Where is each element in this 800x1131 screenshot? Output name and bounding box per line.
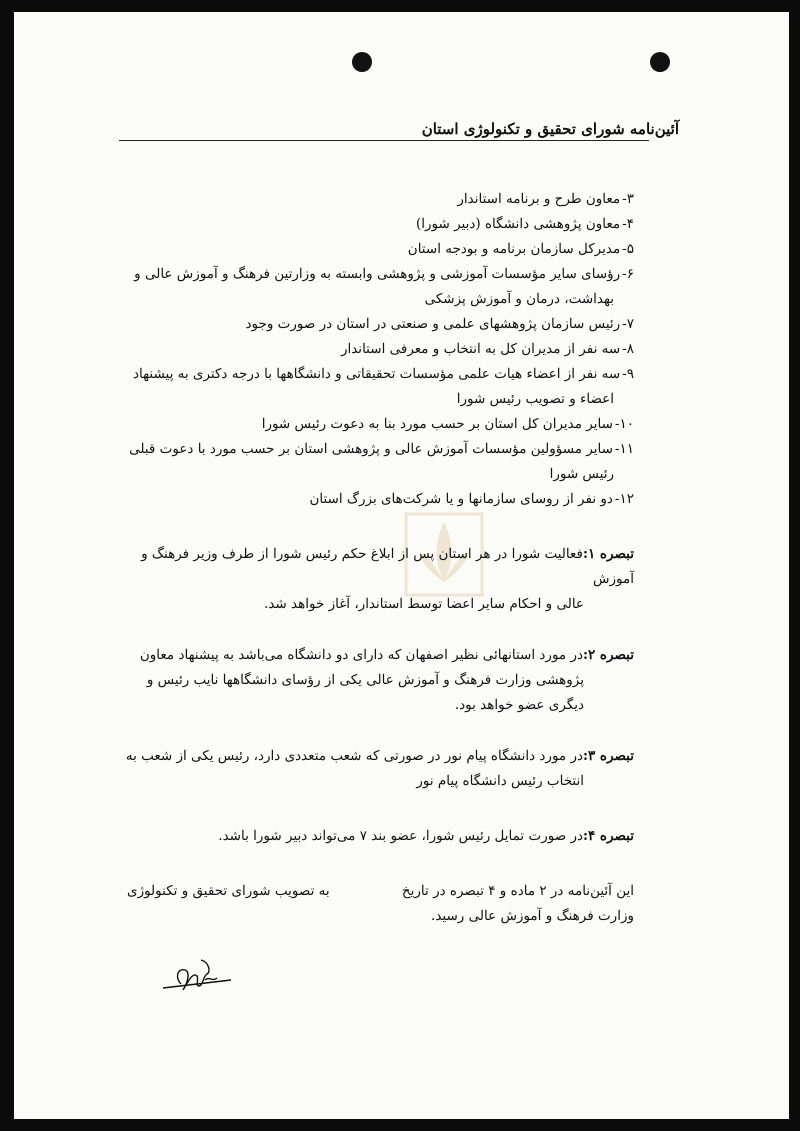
list-item-number: ۶- xyxy=(622,266,634,282)
closing-line-1-right: این آئین‌نامه در ۲ ماده و ۴ تبصره در تاریخ xyxy=(401,883,634,899)
header-divider xyxy=(119,140,649,141)
note-3 xyxy=(109,744,634,794)
list-item xyxy=(109,262,634,312)
member-list xyxy=(109,187,634,512)
list-item-number: ۵- xyxy=(622,241,634,257)
list-item-text: رؤسای سایر مؤسسات آموزشی و پژوهشی وابسته به وزارتین فرهنگ و آموزش عالی و xyxy=(134,266,621,282)
list-item-text: رئیس سازمان پژوهشهای علمی و صنعتی در استان در صورت وجود xyxy=(245,316,621,332)
list-item-continuation: اعضاء و تصویب رئیس شورا xyxy=(456,391,614,407)
list-item-number: ۱۲- xyxy=(614,491,634,507)
list-item xyxy=(109,187,634,212)
list-item-number: ۱۱- xyxy=(614,441,634,457)
list-item-continuation: رئیس شورا xyxy=(549,466,614,482)
list-item-number: ۸- xyxy=(622,341,634,357)
list-item-text: معاون طرح و برنامه استاندار xyxy=(457,191,621,207)
note-continuation: انتخاب رئیس دانشگاه پیام نور xyxy=(416,773,584,789)
list-item xyxy=(109,312,634,337)
list-item xyxy=(109,212,634,237)
list-item-continuation: بهداشت، درمان و آموزش پزشکی xyxy=(424,291,614,307)
closing-statement xyxy=(109,879,634,939)
note-text: در صورت تمایل رئیس شورا، عضو بند ۷ می‌تواند دبیر شورا باشد. xyxy=(218,828,583,844)
document-body xyxy=(109,187,634,939)
closing-line-1-left: به تصویب شورای تحقیق و تکنولوژی xyxy=(127,883,330,899)
document-page xyxy=(14,12,789,1119)
punch-hole-right xyxy=(650,52,670,72)
note-continuation: پژوهشی وزارت فرهنگ و آموزش عالی یکی از رؤسای دانشگاهها نایب رئیس و xyxy=(146,672,584,688)
list-item xyxy=(109,237,634,262)
list-item-text: معاون پژوهشی دانشگاه (دبیر شورا) xyxy=(415,216,621,232)
list-item xyxy=(109,437,634,487)
note-text: در مورد دانشگاه پیام نور در صورتی که شعب متعددی دارد، رئیس یکی از شعب به xyxy=(125,748,583,764)
note-label: تبصره ۴: xyxy=(582,828,634,844)
list-item-text: سایر مدیران کل استان بر حسب مورد بنا به دعوت رئیس شورا xyxy=(261,416,613,432)
list-item-number: ۹- xyxy=(622,366,634,382)
note-label: تبصره ۱: xyxy=(582,546,634,562)
list-item-number: ۱۰- xyxy=(614,416,634,432)
list-item xyxy=(109,362,634,412)
note-continuation: عالی و احکام سایر اعضا توسط استاندار، آغاز خواهد شد. xyxy=(264,596,584,612)
list-item xyxy=(109,337,634,362)
list-item-number: ۷- xyxy=(622,316,634,332)
signature-icon xyxy=(159,950,239,1000)
list-item-text: مدیرکل سازمان برنامه و بودجه استان xyxy=(407,241,621,257)
note-label: تبصره ۲: xyxy=(582,647,634,663)
note-text: فعالیت شورا در هر استان پس از ابلاغ حکم رئیس شورا از طرف وزیر فرهنگ و آموزش xyxy=(141,546,634,587)
list-item-text: سه نفر از اعضاء هیات علمی مؤسسات تحقیقاتی و دانشگاهها با درجه دکتری به پیشنهاد xyxy=(133,366,621,382)
note-label: تبصره ۳: xyxy=(582,748,634,764)
note-continuation: دیگری عضو خواهد بود. xyxy=(454,697,584,713)
list-item-number: ۳- xyxy=(622,191,634,207)
closing-line-2: وزارت فرهنگ و آموزش عالی رسید. xyxy=(431,908,634,924)
note-1 xyxy=(109,542,634,617)
list-item xyxy=(109,412,634,437)
notes-section xyxy=(109,542,634,849)
note-2 xyxy=(109,643,634,718)
note-text: در مورد استانهائی نظیر اصفهان که دارای دو دانشگاه می‌باشد به پیشنهاد معاون xyxy=(139,647,583,663)
list-item-number: ۴- xyxy=(622,216,634,232)
list-item xyxy=(109,487,634,512)
list-item-text: دو نفر از روسای سازمانها و یا شرکت‌های بزرگ استان xyxy=(309,491,613,507)
list-item-text: سایر مسؤولین مؤسسات آموزش عالی و پژوهشی استان بر حسب مورد با دعوت قبلی xyxy=(129,441,613,457)
list-item-text: سه نفر از مدیران کل به انتخاب و معرفی استاندار xyxy=(340,341,621,357)
punch-hole-left xyxy=(352,52,372,72)
page-title: آئین‌نامه شورای تحقیق و تکنولوژی استان xyxy=(421,120,679,138)
note-4 xyxy=(109,824,634,849)
